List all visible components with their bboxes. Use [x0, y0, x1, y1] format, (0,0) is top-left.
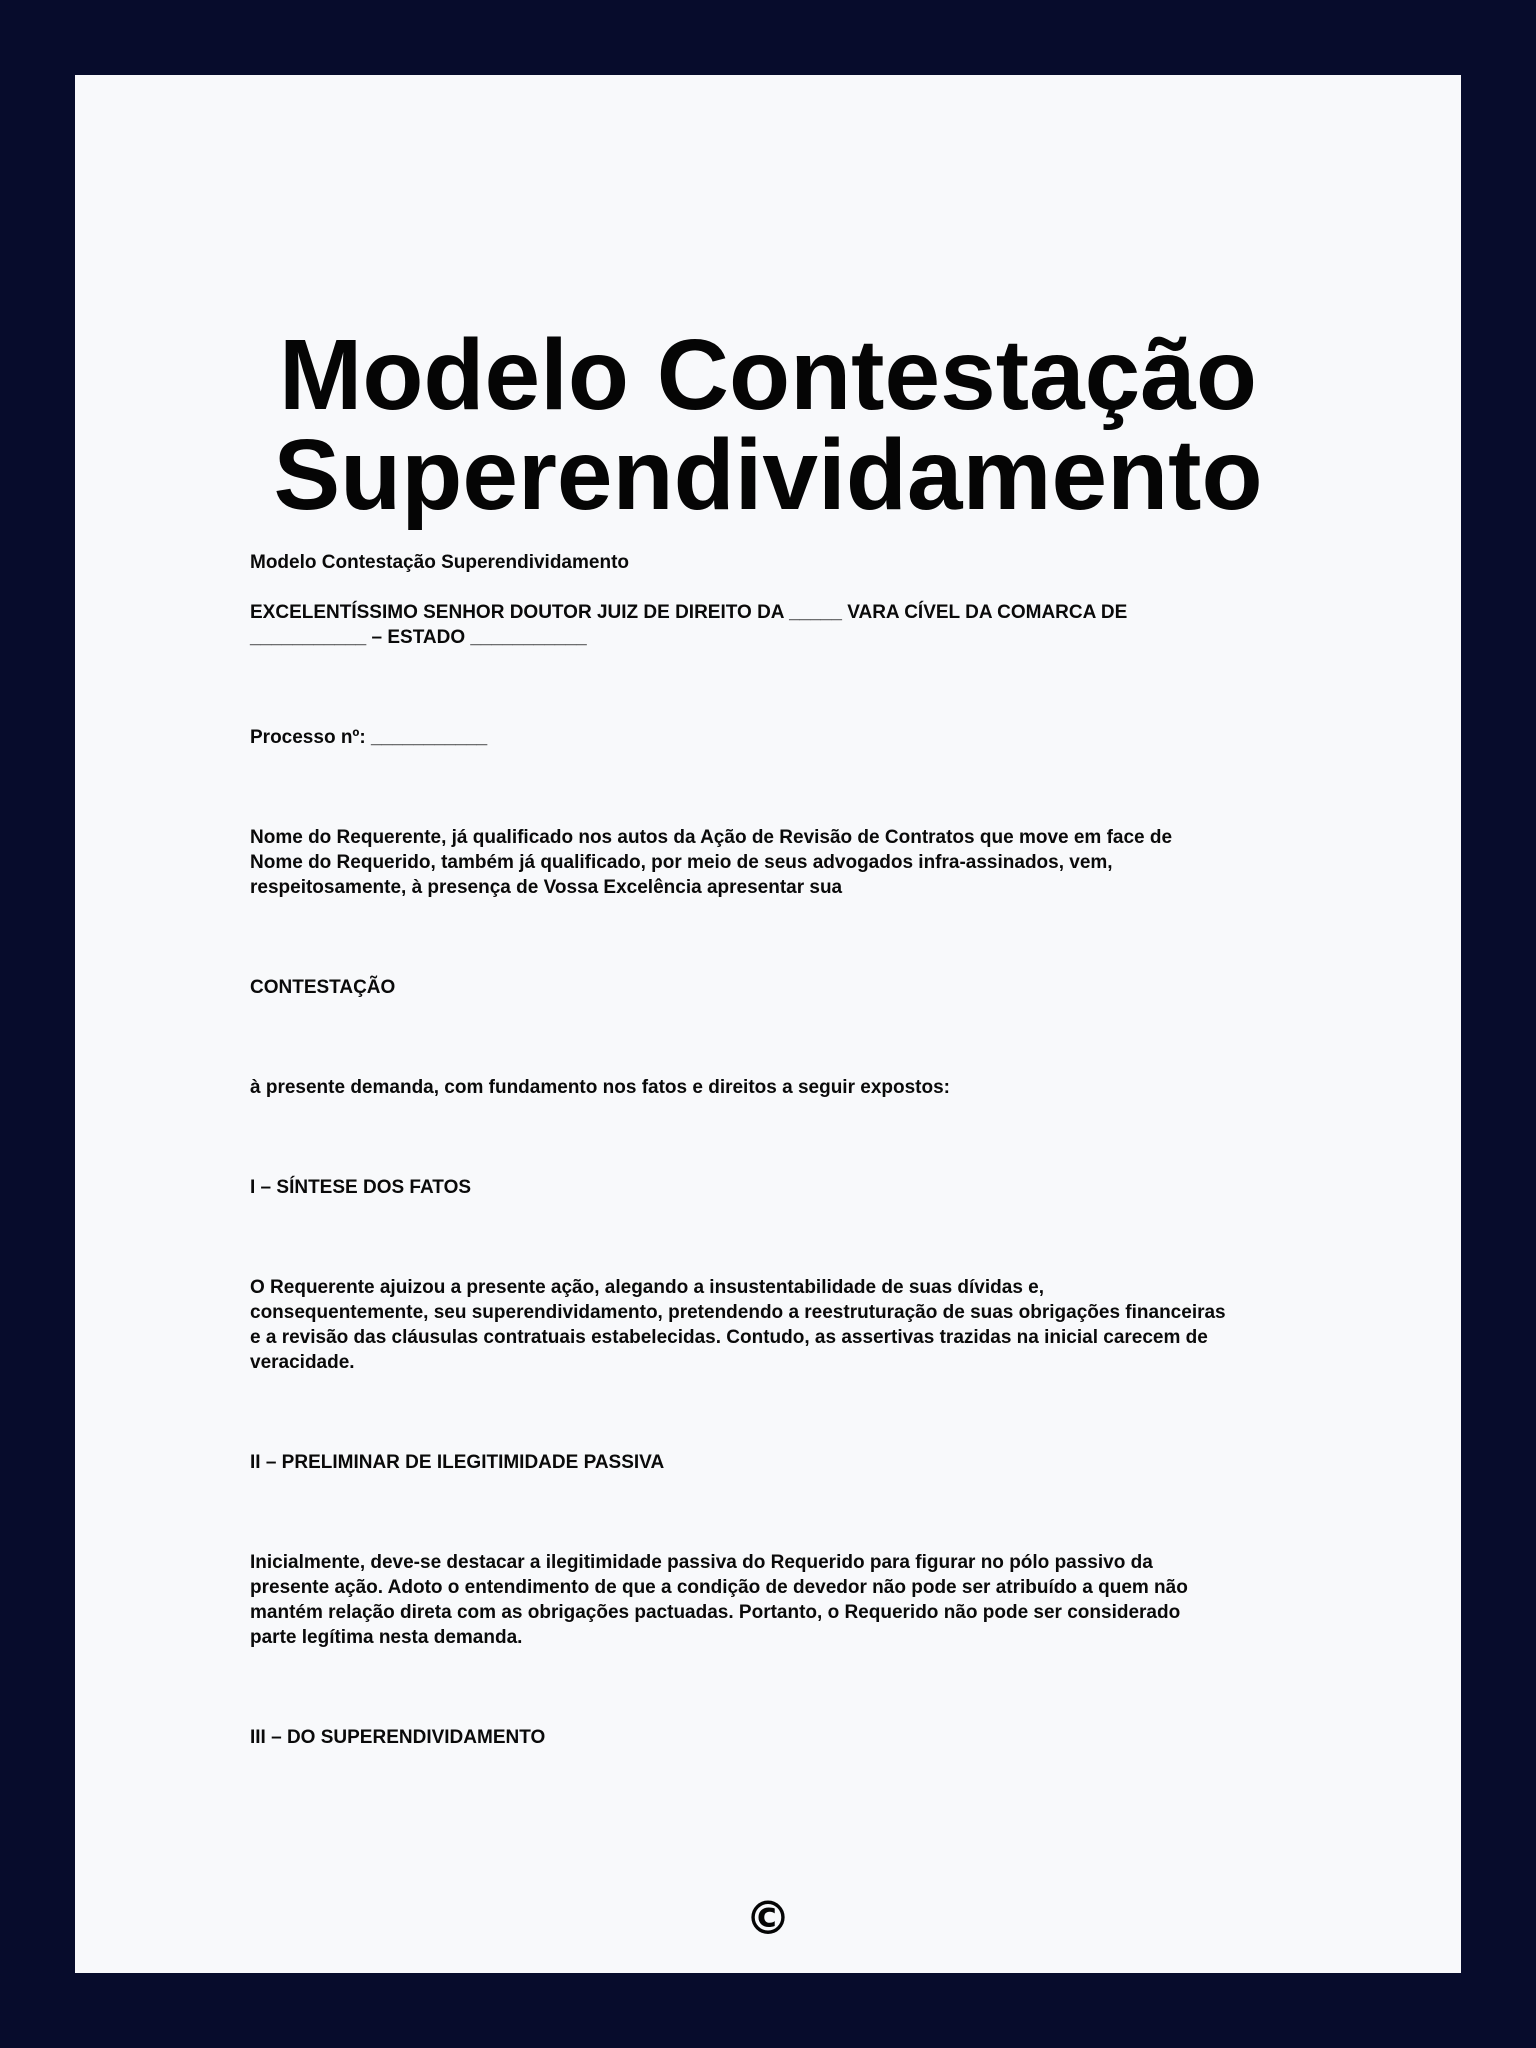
copyright-icon: © [745, 1891, 791, 1945]
document-heading: Modelo Contestação Superendividamento [250, 552, 629, 573]
facts-line: O Requerente ajuizou a presente ação, alegando a insustentabilidade de suas dívidas e, [250, 1277, 1045, 1298]
preliminary-line: mantém relação direta com as obrigações pactuadas. Portanto, o Requerido não pode ser considerado [250, 1602, 1181, 1623]
preliminary-line: Inicialmente, deve-se destacar a ilegitimidade passiva do Requerido para figurar no pólo passivo da [250, 1552, 1153, 1573]
addressee-line: EXCELENTÍSSIMO SENHOR DOUTOR JUIZ DE DIREITO DA _____ VARA CÍVEL DA COMARCA DE [250, 602, 1128, 623]
grounds-paragraph: à presente demanda, com fundamento nos fatos e direitos a seguir expostos: [250, 1077, 950, 1098]
addressee-paragraph [250, 600, 1360, 650]
facts-line: e a revisão das cláusulas contratuais estabelecidas. Contudo, as assertivas trazidas na inicial carecem de [250, 1327, 1208, 1348]
contestation-label: CONTESTAÇÃO [250, 977, 396, 998]
intro-paragraph [250, 825, 1360, 900]
intro-line: respeitosamente, à presença de Vossa Excelência apresentar sua [250, 877, 843, 898]
document-title-line: Modelo Contestação [279, 319, 1257, 431]
preliminary-paragraph [250, 1550, 1360, 1650]
addressee-line: ___________ – ESTADO ___________ [250, 627, 587, 648]
document-title-line: Superendividamento [273, 419, 1263, 531]
facts-paragraph [250, 1275, 1360, 1375]
section-title-facts: I – SÍNTESE DOS FATOS [250, 1177, 472, 1198]
document-title [75, 319, 1461, 531]
facts-line: consequentemente, seu superendividamento, pretendendo a reestruturação de suas obrigações financeiras [250, 1302, 1226, 1323]
intro-line: Nome do Requerido, também já qualificado, por meio de seus advogados infra-assinados, vem, [250, 852, 1113, 873]
facts-line: veracidade. [250, 1352, 355, 1373]
preliminary-line: parte legítima nesta demanda. [250, 1627, 523, 1648]
section-title-preliminary: II – PRELIMINAR DE ILEGITIMIDADE PASSIVA [250, 1452, 665, 1473]
preliminary-line: presente ação. Adoto o entendimento de que a condição de devedor não pode ser atribuído a quem não [250, 1577, 1188, 1598]
intro-line: Nome do Requerente, já qualificado nos autos da Ação de Revisão de Contratos que move em face de [250, 827, 1173, 848]
process-number: Processo nº: ___________ [250, 727, 488, 748]
document-page [75, 75, 1461, 1973]
section-title-overindebtedness: III – DO SUPERENDIVIDAMENTO [250, 1727, 546, 1748]
document-body [250, 550, 1360, 1750]
